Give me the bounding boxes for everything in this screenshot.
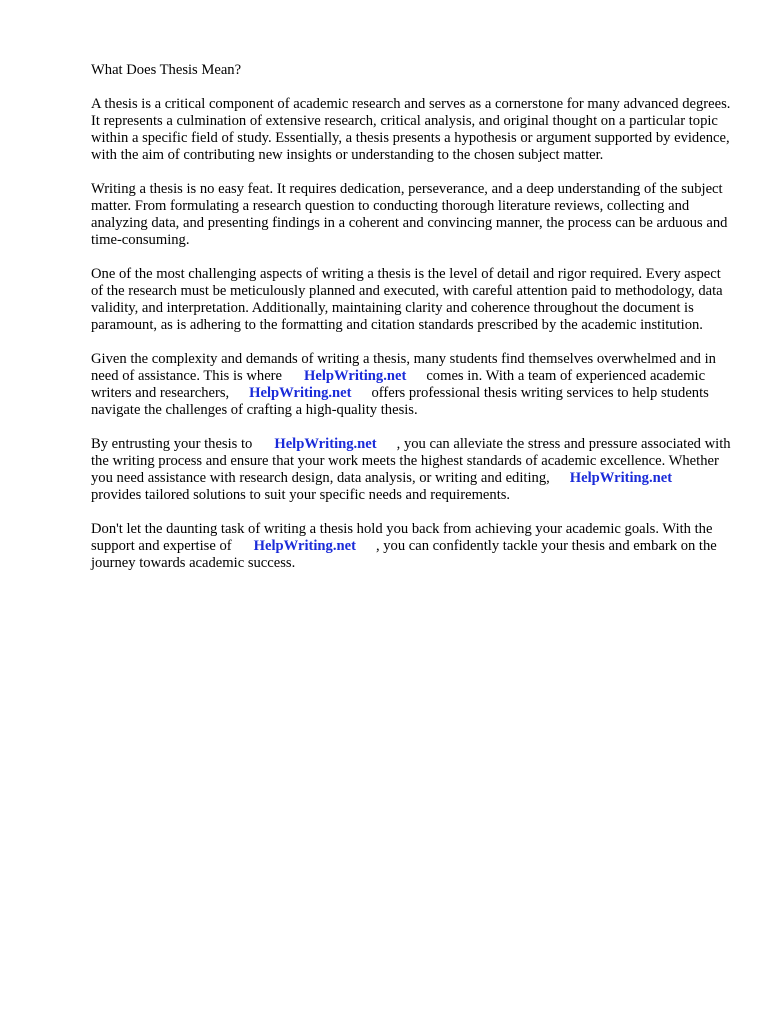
helpwriting-link[interactable]: HelpWriting.net [249, 385, 352, 401]
paragraph-6-text-b: , you can confidently tackle your thesis and embark on the journey towards academic success. [91, 538, 717, 571]
paragraph-5-text-b: , you can alleviate the stress and pressure associated with the writing process and ensure that your work meets the highest standards of academic excellence. Whether you need assistance with research design, data analysis, or writing and editing, [91, 436, 731, 486]
paragraph-3: One of the most challenging aspects of writing a thesis is the level of detail and rigor required. Every aspect of the research must be meticulously planned and executed, with careful attention paid to methodology, data validity, and interpretation. Additionally, maintaining clarity and coherence throughout the document is paramount, as is adhering to the formatting and citation standards prescribed by the academic institution. [91, 266, 723, 333]
paragraph-6-text-a: Don't let the daunting task of writing a thesis hold you back from achieving your academic goals. With the support and expertise of [91, 521, 713, 554]
helpwriting-link[interactable]: HelpWriting.net [304, 368, 407, 384]
document-title: What Does Thesis Mean? [91, 62, 242, 78]
paragraph-4-text-b: comes in. With a team of experienced academic writers and researchers, [91, 368, 706, 401]
helpwriting-link[interactable]: HelpWriting.net [253, 538, 356, 554]
helpwriting-link[interactable]: HelpWriting.net [274, 436, 377, 452]
paragraph-5-text-c: provides tailored solutions to suit your specific needs and requirements. [91, 487, 511, 503]
paragraph-5 [91, 436, 731, 504]
paragraph-4-text-c: offers professional thesis writing services to help students navigate the challenges of crafting a high-quality thesis. [91, 385, 709, 418]
paragraph-5-text-a: By entrusting your thesis to [91, 436, 253, 452]
document-page [91, 62, 731, 589]
paragraph-6 [91, 521, 731, 572]
paragraph-1: A thesis is a critical component of academic research and serves as a cornerstone for many advanced degrees. It represents a culmination of extensive research, critical analysis, and original thought on a particular topic within a specific field of study. Essentially, a thesis presents a hypothesis or argument supported by evidence, with the aim of contributing new insights or understanding to the chosen subject matter. [91, 96, 731, 163]
paragraph-2: Writing a thesis is no easy feat. It requires dedication, perseverance, and a deep understanding of the subject matter. From formulating a research question to conducting thorough literature reviews, collecting and analyzing data, and presenting findings in a coherent and convincing manner, the process can be arduous and time-consuming. [91, 181, 728, 248]
paragraph-4 [91, 351, 731, 419]
paragraph-4-text-a: Given the complexity and demands of writing a thesis, many students find themselves overwhelmed and in need of assistance. This is where [91, 351, 716, 384]
helpwriting-link[interactable]: HelpWriting.net [569, 470, 673, 486]
